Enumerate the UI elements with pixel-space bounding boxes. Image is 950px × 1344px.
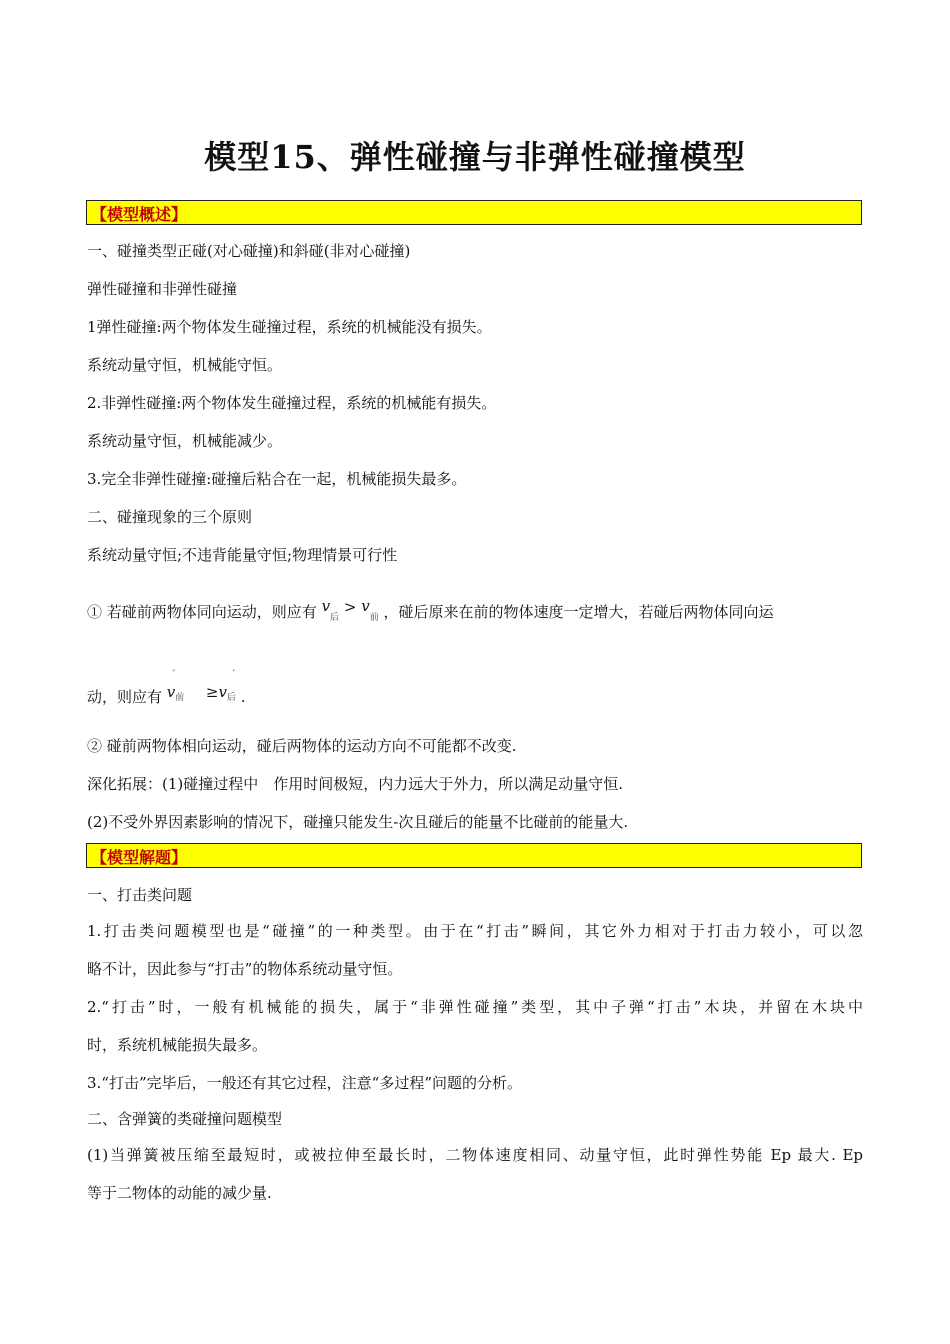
text-line: 系统动量守恒;不违背能量守恒;物理情景可行性 <box>87 546 398 564</box>
text-line: (2)不受外界因素影响的情况下，碰撞只能发生-次且碰后的能量不比碰前的能量大. <box>87 813 629 831</box>
text-line: ② 碰前两物体相向运动，碰后两物体的运动方向不可能都不改变. <box>87 737 517 755</box>
text-line: 一、打击类问题 <box>87 886 193 904</box>
formula-v-qian-prime-ge-v-hou-prime: $v_前$ ′ $\ge v_后$ ′ <box>166 669 236 703</box>
text-line: 2.非弹性碰撞:两个物体发生碰撞过程，系统的机械能有损失。 <box>87 394 497 412</box>
text-line: 时，系统机械能损失最多。 <box>87 1036 268 1054</box>
text-line: 二、碰撞现象的三个原则 <box>87 508 253 526</box>
text-line: 一、碰撞类型正碰(对心碰撞)和斜碰(非对心碰撞) <box>87 242 411 260</box>
page-title: 模型15、弹性碰撞与非弹性碰撞模型 <box>204 138 746 176</box>
text-line: (1)当弹簧被压缩至最短时，或被拉伸至最长时，二物体速度相同、动量守恒，此时弹性势能 Ep 最大. Ep <box>87 1146 863 1164</box>
text-line: 系统动量守恒，机械能守恒。 <box>87 356 283 374</box>
rule-text: ，碰后原来在前的物体速度一定增大，若碰后两物体同向运 <box>383 603 774 621</box>
section-label: 【模型概述】 <box>91 205 188 224</box>
text-line: 深化拓展：(1)碰撞过程中 作用时间极短，内力远大于外力，所以满足动量守恒. <box>87 775 624 793</box>
rule-line-1 <box>87 597 863 623</box>
section-banner-overview <box>86 200 862 225</box>
text-line: 弹性碰撞和非弹性碰撞 <box>87 280 238 298</box>
text-line: 3.“打击”完毕后，一般还有其它过程，注意“多过程”问题的分析。 <box>87 1074 522 1092</box>
text-line: 3.完全非弹性碰撞:碰撞后粘合在一起，机械能损失最多。 <box>87 470 467 488</box>
text-line: 系统动量守恒，机械能减少。 <box>87 432 283 450</box>
text-line: 1.打击类问题模型也是“碰撞”的一种类型。由于在“打击”瞬间，其它外力相对于打击力较小，可以忽 <box>87 922 863 940</box>
text-line: 2.“打击”时，一般有机械能的损失，属于“非弹性碰撞”类型，其中子弹“打击”木块，并留在木块中 <box>87 998 863 1016</box>
section-banner-solving <box>86 843 862 868</box>
section-label: 【模型解题】 <box>91 848 188 867</box>
rule-text: 动，则应有 <box>87 688 163 706</box>
text-line: 1弹性碰撞:两个物体发生碰撞过程，系统的机械能没有损失。 <box>87 318 492 336</box>
text-line: 略不计，因此参与“打击”的物体系统动量守恒。 <box>87 960 403 978</box>
text-line: 二、含弹簧的类碰撞问题模型 <box>87 1110 283 1128</box>
formula-v-hou-gt-v-qian: $v_后 > v_前$ <box>321 597 379 623</box>
rule-text: ① 若碰前两物体同向运动，则应有 <box>87 603 317 621</box>
text-line: 等于二物体的动能的减少量. <box>87 1184 272 1202</box>
rule-line-1-cont: 动，则应有 $v_前$ ′ $\ge v_后$ ′ . <box>87 669 246 706</box>
